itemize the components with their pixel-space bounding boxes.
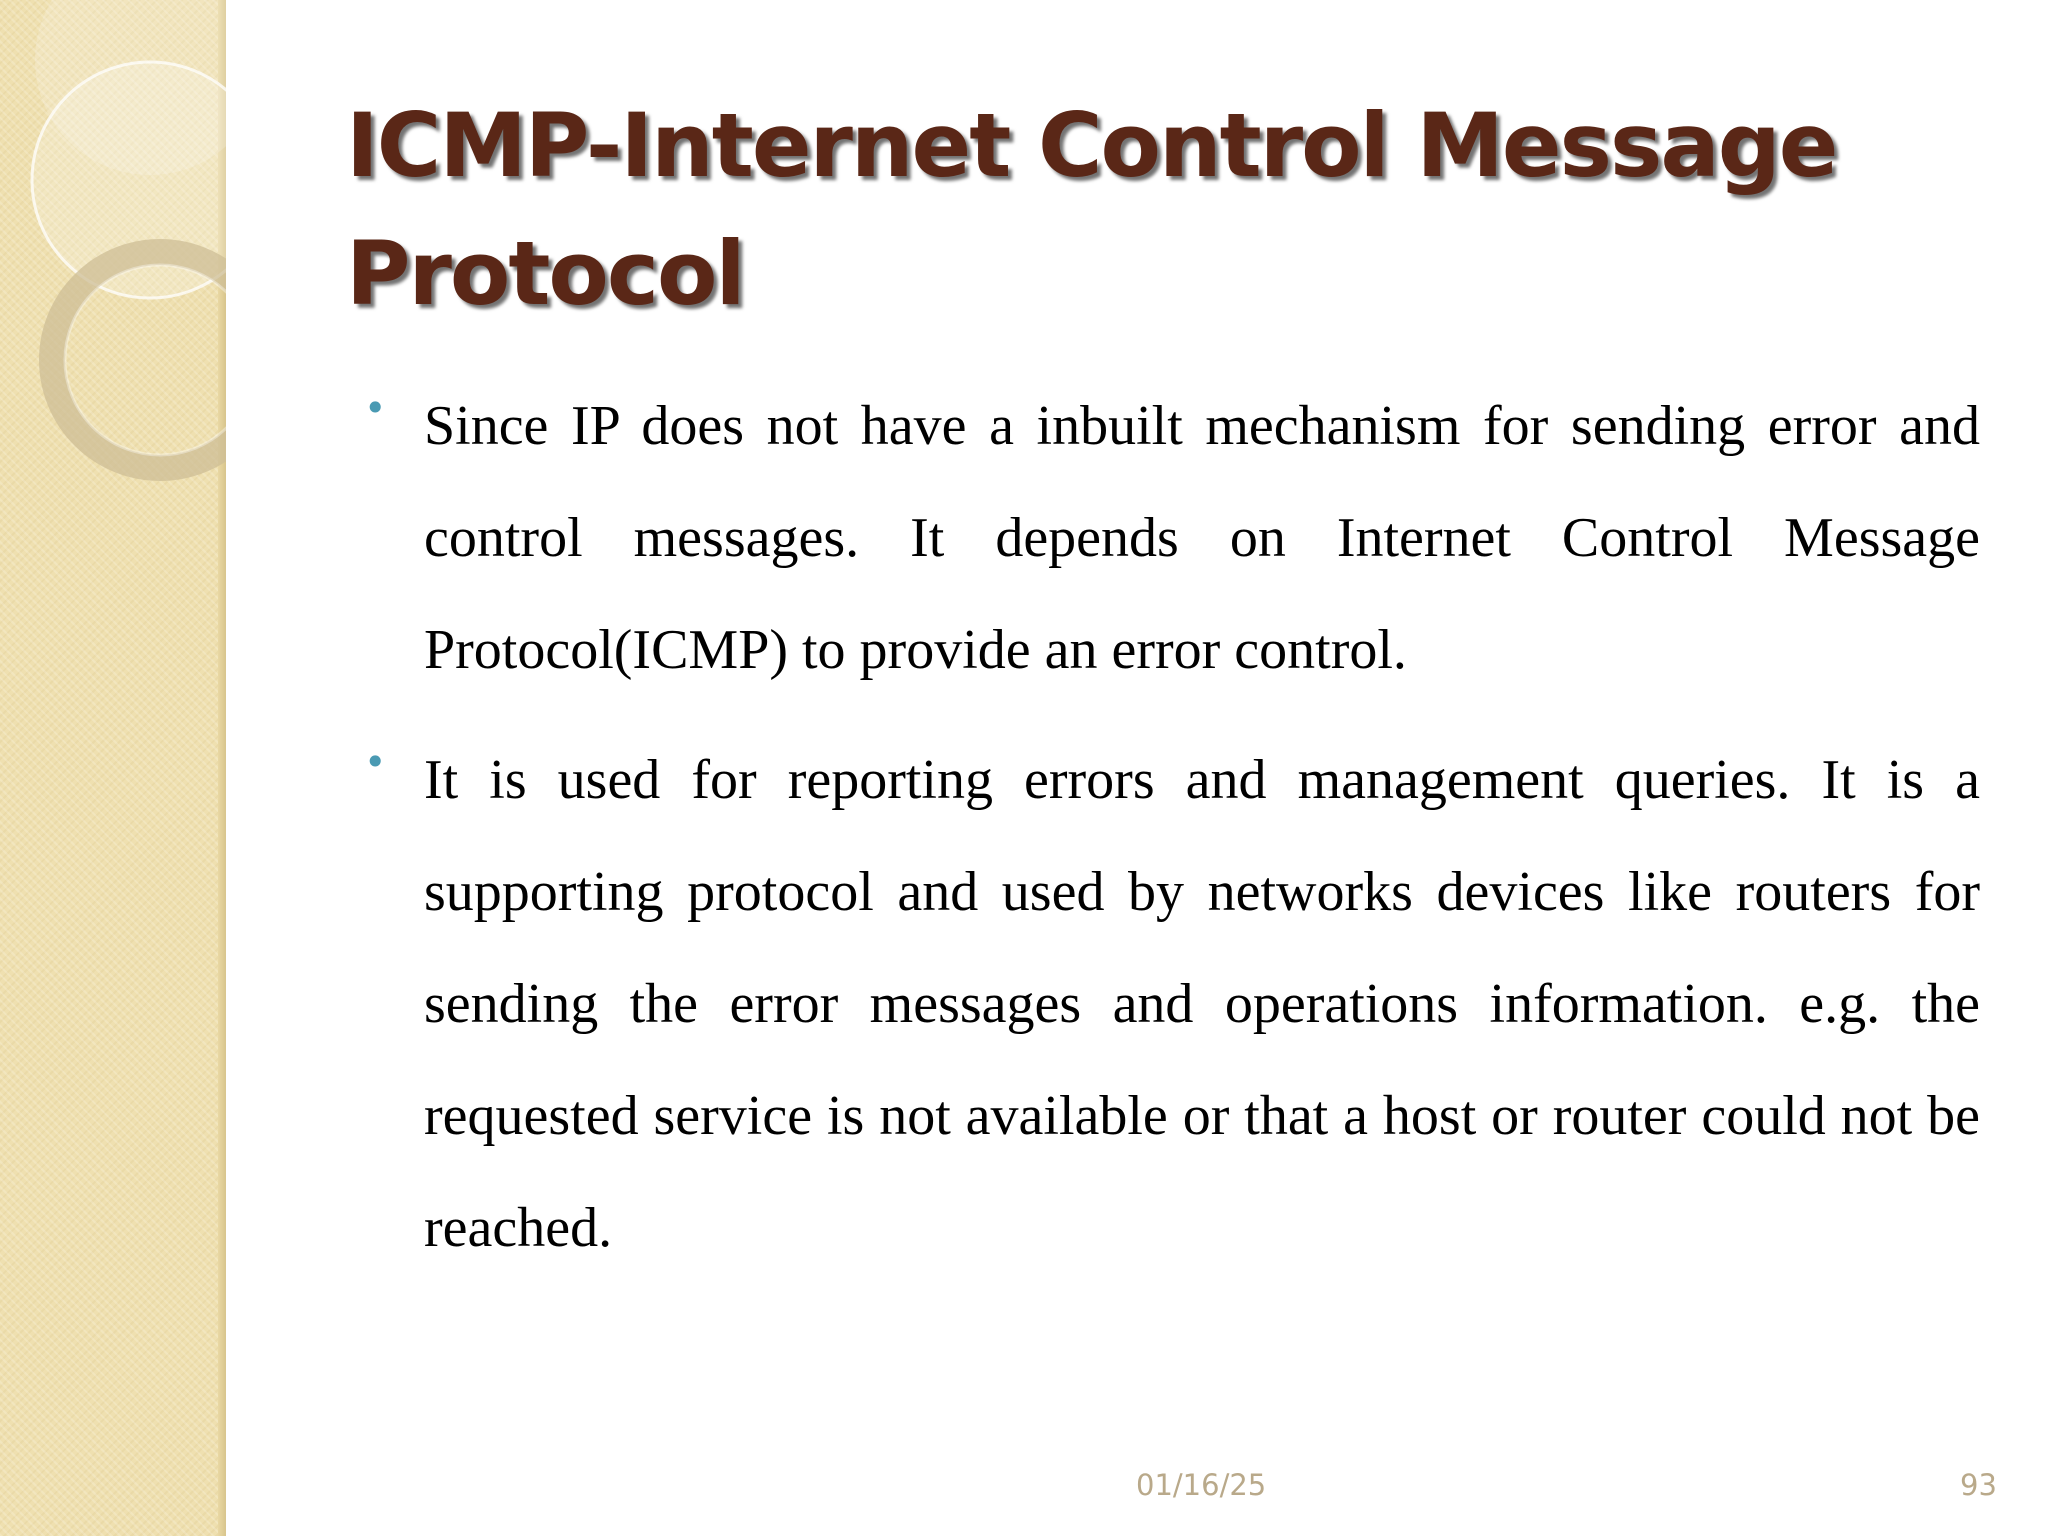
footer-page-number: 93 [1960, 1468, 1997, 1502]
bullet-list [350, 370, 1980, 1302]
bullet-dot-icon: • [364, 740, 387, 784]
bullet-text: Since IP does not have a inbuilt mechanism for sending error and control messages. It depends on Internet Control Message Protocol(ICMP) to provide an error control. [424, 395, 1980, 681]
bullet-dot-icon: • [364, 386, 387, 430]
bullet-item [350, 724, 1980, 1284]
slide-title: ICMP-Internet Control Message Protocol [346, 94, 1837, 325]
bullet-text: It is used for reporting errors and management queries. It is a supporting protocol and used by networks devices like routers for sending the error messages and operations information. e.g. the requested service is not available or that a host or router could not be reached. [424, 749, 1980, 1259]
footer-date: 01/16/25 [1136, 1468, 1267, 1502]
bullet-item [350, 370, 1980, 706]
decorative-circles [0, 0, 226, 520]
